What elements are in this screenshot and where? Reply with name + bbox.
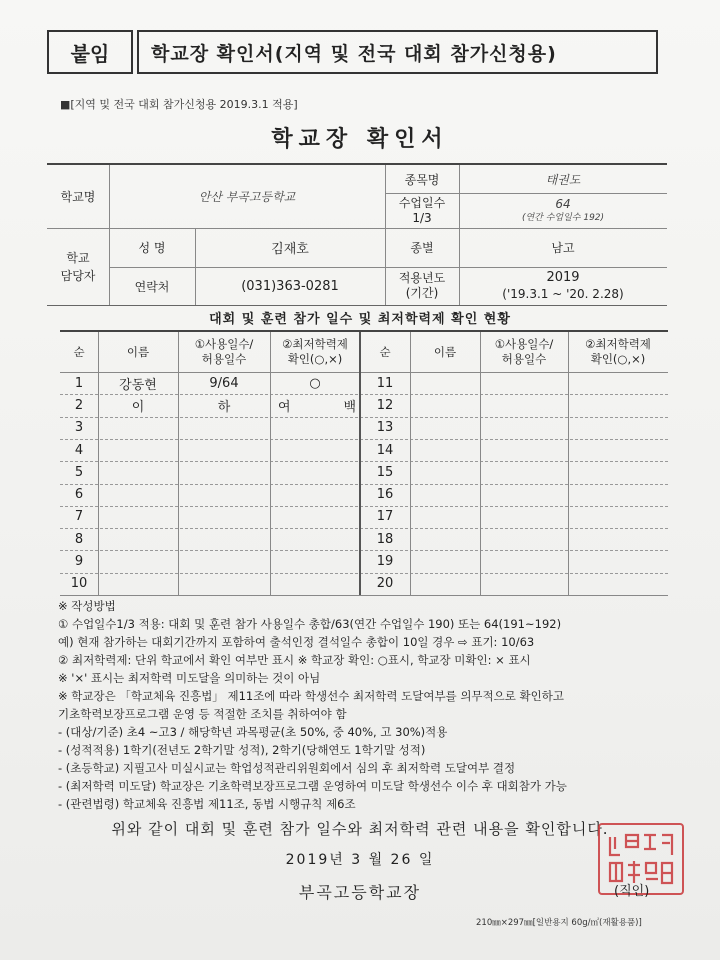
application-note: ■[지역 및 전국 대회 참가신청용 2019.3.1 적용] [60,98,298,111]
cell-check: 여 [278,399,291,415]
cell-check: ○ [309,375,321,391]
cell-rname [410,484,480,506]
class-days-value: 64 [555,196,571,211]
cell-rdays [480,550,568,572]
table-row [60,439,668,461]
cell-no: 9 [74,554,84,570]
cell-rcheck [568,394,668,416]
instruction-line: - (성적적용) 1학기(전년도 2학기말 성적), 2학기(당해연도 1학기말 성적) [58,743,426,757]
table-row [60,484,668,506]
cell-rname [410,439,480,461]
instruction-line: ① 수업일수1/3 적용: 대회 및 훈련 참가 사용일수 총합/63(연간 수업일수 190) 또는 64(191~192) [58,617,562,631]
cell-rcheck [568,461,668,483]
cell-extra: 백 [343,399,356,415]
class-days-annual: (연간 수업일수 192) [521,212,605,223]
cell-rno: 12 [376,397,394,413]
cell-days [178,461,270,483]
cell-days [178,506,270,528]
cell-check [270,439,360,461]
cell-days [178,439,270,461]
cell-days [178,528,270,550]
principal-signature: 부곡고등학교장 [298,883,422,902]
table-row [60,417,668,439]
cell-rcheck [568,417,668,439]
apply-year: 2019 [546,270,580,285]
class-days-label: 수업일수 1/3 [398,195,446,225]
instruction-line: 기초학력보장프로그램 운영 등 적절한 조치를 취하여야 함 [58,707,347,721]
cell-name [98,439,178,461]
table-row [60,573,668,595]
cell-no: 2 [74,397,84,413]
cell-rdays [480,528,568,550]
paper-spec: 210㎜×297㎜[일반용지 60g/㎡(재활용품)] [476,918,642,928]
cell-rcheck [568,484,668,506]
header-no: 순 [73,344,85,359]
event-value: 태권도 [545,172,581,187]
cell-no: 10 [70,576,88,592]
cell-name [98,461,178,483]
cell-name [98,573,178,595]
cell-rno: 19 [376,554,394,570]
attachment-tag: 붙임 [47,30,133,74]
table-row [60,394,668,416]
cell-no: 1 [74,375,84,391]
cell-rname [410,550,480,572]
seal-placeholder: (직인) [614,884,650,899]
cell-rno: 13 [376,420,394,436]
event-label: 종목명 [404,172,440,187]
cell-days: 9/64 [209,375,239,391]
contact-value: (031)363-0281 [241,278,339,294]
cell-name [98,550,178,572]
manager-name-label: 성 명 [138,241,166,255]
cell-check [270,484,360,506]
cell-rname [410,372,480,394]
cell-rdays [480,573,568,595]
cell-no: 3 [74,420,84,436]
header-days: ①사용일수/ 허용일수 [194,337,254,366]
cell-name [98,506,178,528]
cell-rdays [480,417,568,439]
cell-rname [410,573,480,595]
cell-check [270,528,360,550]
instruction-line: - (초등학교) 지필고사 미실시교는 학업성적관리위원회에서 심의 후 최저학력 도달여부 결정 [58,761,516,775]
cell-no: 7 [74,509,84,525]
cell-name [98,528,178,550]
cell-check [270,461,360,483]
cell-rno: 16 [376,487,394,503]
school-name-value: 안산 부곡고등학교 [198,190,296,204]
cell-rcheck [568,506,668,528]
instruction-line: ※ 학교장은 「학교체육 진흥법」 제11조에 따라 학생선수 최저학력 도달여부를 의무적으로 확인하고 [58,689,564,703]
cell-rcheck [568,573,668,595]
cell-check [270,417,360,439]
cell-no: 4 [74,442,84,458]
header-check: ②최저학력제 확인(○,×) [282,337,348,366]
cell-rcheck [568,439,668,461]
section-heading: 대회 및 훈련 참가 일수 및 최저학력제 확인 현황 [209,312,511,327]
cell-check [270,506,360,528]
cell-rname [410,528,480,550]
header-rcheck: ②최저학력제 확인(○,×) [585,337,651,366]
header-rname: 이름 [433,344,457,359]
apply-box [459,267,667,305]
cell-rdays [480,439,568,461]
table-row [60,550,668,572]
cell-no: 8 [74,531,84,547]
header-title: 학교장 확인서(지역 및 전국 대회 참가신청용) [137,30,658,74]
school-name-label: 학교명 [60,190,96,204]
table-row [60,372,668,394]
cell-days: 하 [217,399,231,415]
cell-rno: 20 [376,576,394,592]
instruction-line: 예) 현재 참가하는 대회기간까지 포함하여 출석인정 결석일수 총합이 10일 경우 ⇨ 표기: 10/63 [58,635,535,649]
table-row [60,506,668,528]
gender-value: 남고 [551,241,575,255]
cell-no: 5 [74,464,84,480]
cell-check [270,573,360,595]
gender-label: 종별 [410,241,434,255]
class-days-box [459,193,667,228]
apply-label: 적용년도 (기간) [398,271,446,300]
cell-days [178,484,270,506]
document-title: 학교장 확인서 [271,127,449,152]
instruction-line: - (대상/기준) 초4 ~고3 / 해당학년 과목평균(초 50%, 중 40%, 고 30%)적용 [58,725,448,739]
cell-name: 강동현 [119,377,157,393]
header-name: 이름 [126,344,150,359]
manager-label: 학교 담당자 [60,250,96,283]
cell-rdays [480,394,568,416]
cell-rname [410,394,480,416]
confirmation-statement: 위와 같이 대회 및 훈련 참가 일수와 최저학력 관련 내용을 확인합니다. [111,820,609,838]
cell-rname [410,461,480,483]
instruction-line: - (최저학력 미도달) 학교장은 기초학력보장프로그램 운영하여 미도달 학생선수 이수 후 대회참가 가능 [58,779,567,793]
header-rdays: ①사용일수/ 허용일수 [494,337,554,366]
cell-rdays [480,372,568,394]
participation-table [60,330,668,595]
cell-rname [410,417,480,439]
table-row [60,528,668,550]
cell-rdays [480,461,568,483]
cell-rcheck [568,528,668,550]
instruction-line: - (관련법령) 학교체육 진흥법 제11조, 동법 시행규칙 제6조 [58,797,356,811]
cell-rno: 15 [376,464,394,480]
cell-name [98,484,178,506]
cell-rcheck [568,372,668,394]
cell-check [270,550,360,572]
cell-no: 6 [74,487,84,503]
instruction-line: ② 최저학력제: 단위 학교에서 확인 여부만 표시 ※ 학교장 확인: ○표시, 학교장 미확인: × 표시 [58,653,531,667]
cell-rno: 17 [376,509,394,525]
info-grid [47,163,667,306]
manager-name-value: 김재호 [271,242,309,257]
instruction-line: ※ '×' 표시는 최저학력 미도달을 의미하는 것이 아님 [58,671,321,685]
cell-rno: 14 [376,442,394,458]
cell-rdays [480,506,568,528]
cell-days [178,417,270,439]
contact-label: 연락처 [134,279,170,294]
instruction-line: ※ 작성방법 [58,599,116,613]
table-row [60,461,668,483]
cell-rname [410,506,480,528]
cell-days [178,573,270,595]
cell-rno: 18 [376,531,394,547]
apply-period: ('19.3.1 ~ '20. 2.28) [502,287,624,301]
cell-rno: 11 [376,375,394,391]
cell-rcheck [568,550,668,572]
writing-instructions [58,597,698,813]
cell-name [98,417,178,439]
table-header-row [60,332,668,372]
header-rno: 순 [379,344,391,359]
cell-rdays [480,484,568,506]
cell-days [178,550,270,572]
confirmation-date: 2019년 3 월 26 일 [285,852,435,868]
cell-name: 이 [131,399,145,415]
